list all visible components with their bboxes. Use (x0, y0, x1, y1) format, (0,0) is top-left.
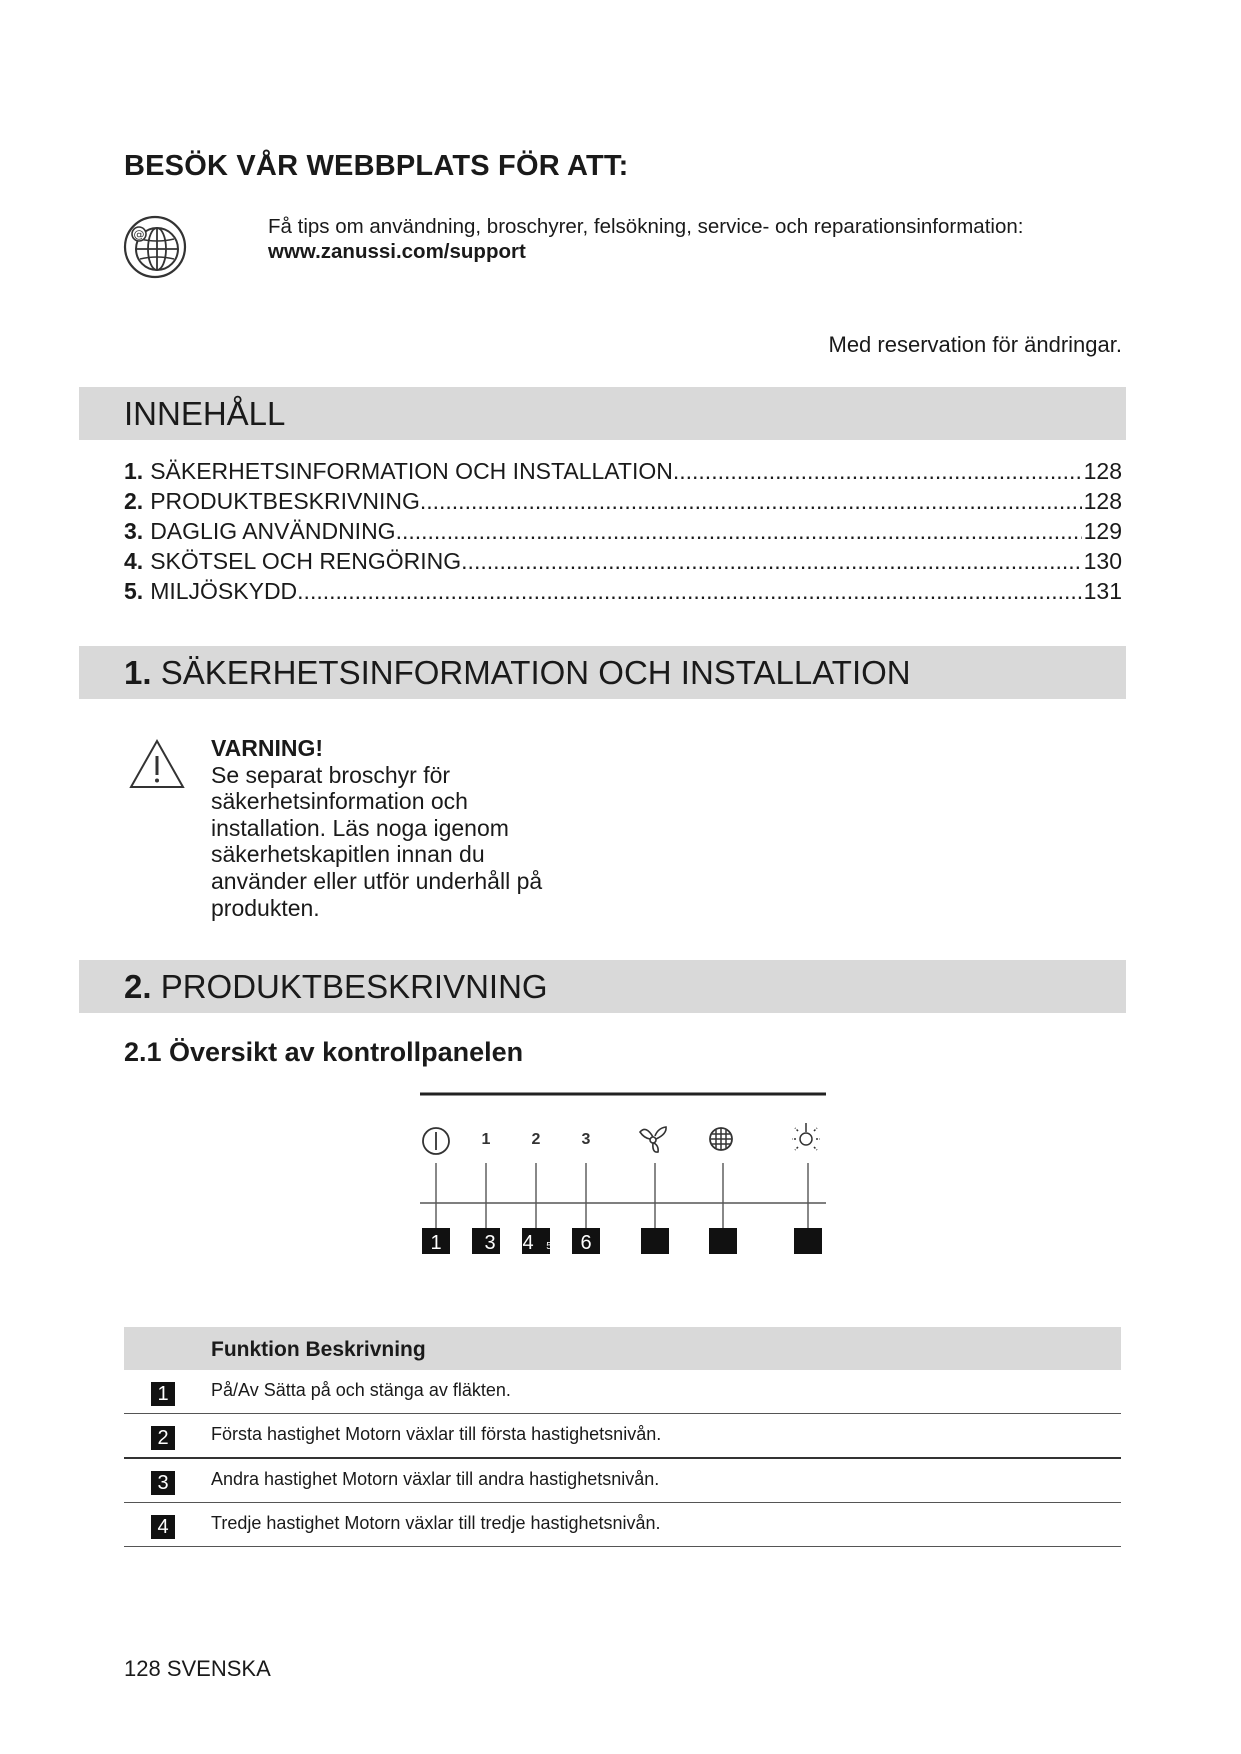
toc-page-number: 128 (1083, 458, 1122, 484)
callout-number: 5 (546, 1241, 552, 1252)
row-description: Tredje hastighet Motorn växlar till tredje hastighetsnivån. (211, 1513, 661, 1533)
control-panel-diagram (420, 1090, 830, 1280)
toc-item[interactable]: 4. SKÖTSEL OCH RENGÖRING ..... 130 (124, 546, 1122, 576)
visit-description: Få tips om användning, broschyrer, felsökning, service- och reparationsinformation: (268, 215, 1024, 238)
toc-page-number: 131 (1083, 578, 1122, 604)
row-number-badge: 3 (151, 1471, 175, 1495)
page-footer: 128 SVENSKA (124, 1656, 271, 1681)
row-number-badge: 1 (151, 1382, 175, 1406)
warning-block (211, 735, 591, 921)
toc-page-number: 129 (1083, 518, 1122, 544)
toc-page-number: 130 (1083, 548, 1122, 574)
section2-header-bar (79, 960, 1126, 1013)
toc-item[interactable]: 3. DAGLIG ANVÄNDNING ..... 129 (124, 516, 1122, 546)
light-icon (792, 1123, 820, 1150)
table-row (124, 1503, 1121, 1547)
function-table (124, 1327, 1121, 1547)
table-header (124, 1327, 1121, 1370)
globe-web-icon (122, 214, 188, 280)
toc-item[interactable]: 1. SÄKERHETSINFORMATION OCH INSTALLATION ..... 128 (124, 456, 1122, 486)
callout-number: 3 (484, 1232, 496, 1254)
toc-item[interactable]: 5. MILJÖSKYDD ..... 131 (124, 576, 1122, 606)
row-description: Andra hastighet Motorn växlar till andra hastighetsnivån. (211, 1469, 660, 1489)
grease-filter-icon (710, 1128, 732, 1150)
callout-number: 1 (430, 1232, 442, 1254)
callout-boxes (422, 1228, 822, 1254)
table-of-contents (124, 456, 1122, 606)
support-url-link[interactable]: www.zanussi.com/support (268, 240, 526, 263)
callout-number: 6 (580, 1232, 592, 1254)
row-description: På/Av Sätta på och stänga av fläkten. (211, 1380, 511, 1400)
warning-title: VARNING! (211, 735, 324, 761)
callout-number: 4 (522, 1232, 534, 1254)
fan-icon (640, 1127, 666, 1152)
row-number-badge: 2 (151, 1426, 175, 1450)
toc-item[interactable]: 2. PRODUKTBESKRIVNING ..... 128 (124, 486, 1122, 516)
power-icon (423, 1128, 449, 1154)
table-header-label: Funktion Beskrivning (211, 1338, 426, 1361)
table-row (124, 1459, 1121, 1503)
section2-title: 2. PRODUKTBESKRIVNING (124, 968, 548, 1005)
table-row (124, 1370, 1121, 1414)
contents-title: INNEHÅLL (124, 395, 286, 432)
control-panel-subtitle: 2.1 Översikt av kontrollpanelen (124, 1037, 524, 1067)
speed-1-symbol: 1 (481, 1131, 491, 1148)
speed-2-symbol: 2 (531, 1131, 541, 1148)
table-row (124, 1414, 1121, 1459)
reservation-note: Med reservation för ändringar. (828, 332, 1122, 357)
visit-title: BESÖK VÅR WEBBPLATS FÖR ATT: (124, 150, 629, 182)
warning-line: Se separat broschyr för (211, 761, 451, 788)
speed-3-symbol: 3 (581, 1131, 591, 1148)
row-description: Första hastighet Motorn växlar till första hastighetsnivån. (211, 1424, 662, 1444)
contents-header-bar (79, 387, 1126, 440)
warning-triangle-icon (128, 738, 186, 790)
warning-line: använder eller utför underhåll på (211, 867, 543, 894)
callout-leaders (436, 1163, 808, 1228)
toc-page-number: 128 (1083, 488, 1122, 514)
warning-line: säkerhetsinformation och (211, 788, 468, 815)
section1-title: 1. SÄKERHETSINFORMATION OCH INSTALLATION (124, 654, 911, 691)
warning-line: säkerhetskapitlen innan du (211, 841, 485, 868)
row-number-badge: 4 (151, 1515, 175, 1539)
svg-text:@: @ (133, 228, 145, 241)
warning-line: produkten. (211, 894, 320, 921)
visit-text-block (268, 214, 1023, 264)
warning-line: installation. Läs noga igenom (211, 814, 509, 841)
section1-header-bar (79, 646, 1126, 699)
